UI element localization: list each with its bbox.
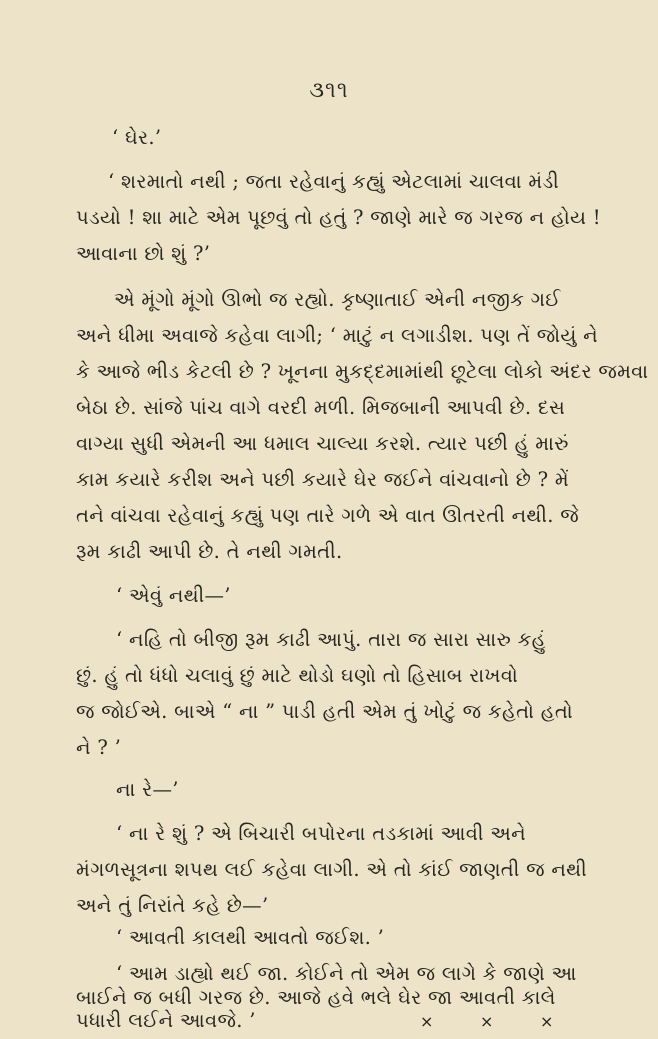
text-line: ‘ ના રે શું ? એ બિચારી બપોરના તડકામાં આવી અને (116, 822, 526, 845)
text-line: ‘ આવતી કાલથી આવતો જઈશ. ’ (116, 926, 385, 949)
text-line: રૂમ કાઢી આપી છે. તે નથી ગમતી. (76, 540, 343, 563)
text-line: બાઈને જ બધી ગરજ છે. આજે હવે ભલે ઘેર જા આવતી કાલે (76, 986, 556, 1009)
text-line: અને તું નિરાંતે કહે છે—’ (76, 894, 269, 917)
text-line: અને ધીમા અવાજે કહેવા લાગી; ‘ માટું ન લગાડીશ. પણ તેં જોયું ને (76, 324, 599, 347)
text-line: છું. હું તો ધંધો ચલાવું છું માટે થોડો ઘણો તો હિસાબ રાખવો (76, 664, 519, 687)
text-line: કામ કયારે કરીશ અને પછી કયારે ઘેર જઈને વાંચવાનો છે ? મેં (76, 468, 569, 491)
text-line: એ મૂંગો મૂંગો ઊભો જ રહ્યો. કૃષ્ણાતાઈ એની નજીક ગઈ (114, 288, 561, 311)
page-number: ૩૧૧ (309, 78, 349, 103)
text-line: ‘ આમ ડાહ્યો થઈ જા. કોઈને તો એમ જ લાગે કે જાણે આ (116, 962, 577, 985)
text-line: તને વાંચવા રહેવાનું કહ્યું પણ તારે ગળે એ વાત ઊતરતી નથી. જે (76, 504, 580, 527)
text-line: પડયો ! શા માટે એમ પૂછવું તો હતું ? જાણે મારે જ ગરજ ન હોય ! (76, 206, 601, 229)
text-line: ના રે—’ (116, 778, 179, 801)
text-line: પધારી લઈને આવજે. ’ (76, 1009, 256, 1032)
text-line: બેઠા છે. સાંજે પાંચ વાગે વરદી મળી. મિજબાની આપવી છે. દસ (76, 396, 566, 419)
text-line: વાગ્યા સુધી એમની આ ધમાલ ચાલ્યા કરશે. ત્યાર પછી હું મારું (76, 432, 569, 455)
text-line: જ જોઈએ. બાએ “ ના ” પાડી હતી એમ તું ખોટું જ કહેતો હતો (76, 700, 573, 723)
text-line: કે આજે ભીડ કેટલી છે ? ખૂનના મુકદ્દમામાંથી છૂટેલા લોકો અંદર જમવા (76, 360, 649, 383)
text-line: ‘ શરમાતો નથી ; જતા રહેવાનું કહ્યું એટલામાં ચાલવા મંડી (108, 170, 560, 193)
text-line: ‘ ઘેર.’ (112, 126, 162, 149)
text-line: ‘ એવું નથી—’ (116, 584, 231, 607)
section-separator-mark: × (420, 1012, 434, 1031)
section-separator-mark: × (540, 1012, 554, 1031)
text-line: ને ? ’ (76, 736, 122, 759)
text-line: ‘ નહિ તો બીજી રૂમ કાઢી આપું. તારા જ સારા સારુ કહું (116, 628, 546, 651)
section-separator-mark: × (480, 1012, 494, 1031)
text-line: મંગળસૂત્રના શપથ લઈ કહેવા લાગી. એ તો કાંઈ જાણતી જ નથી (76, 858, 588, 881)
text-line: આવાના છો શું ?’ (76, 242, 211, 265)
